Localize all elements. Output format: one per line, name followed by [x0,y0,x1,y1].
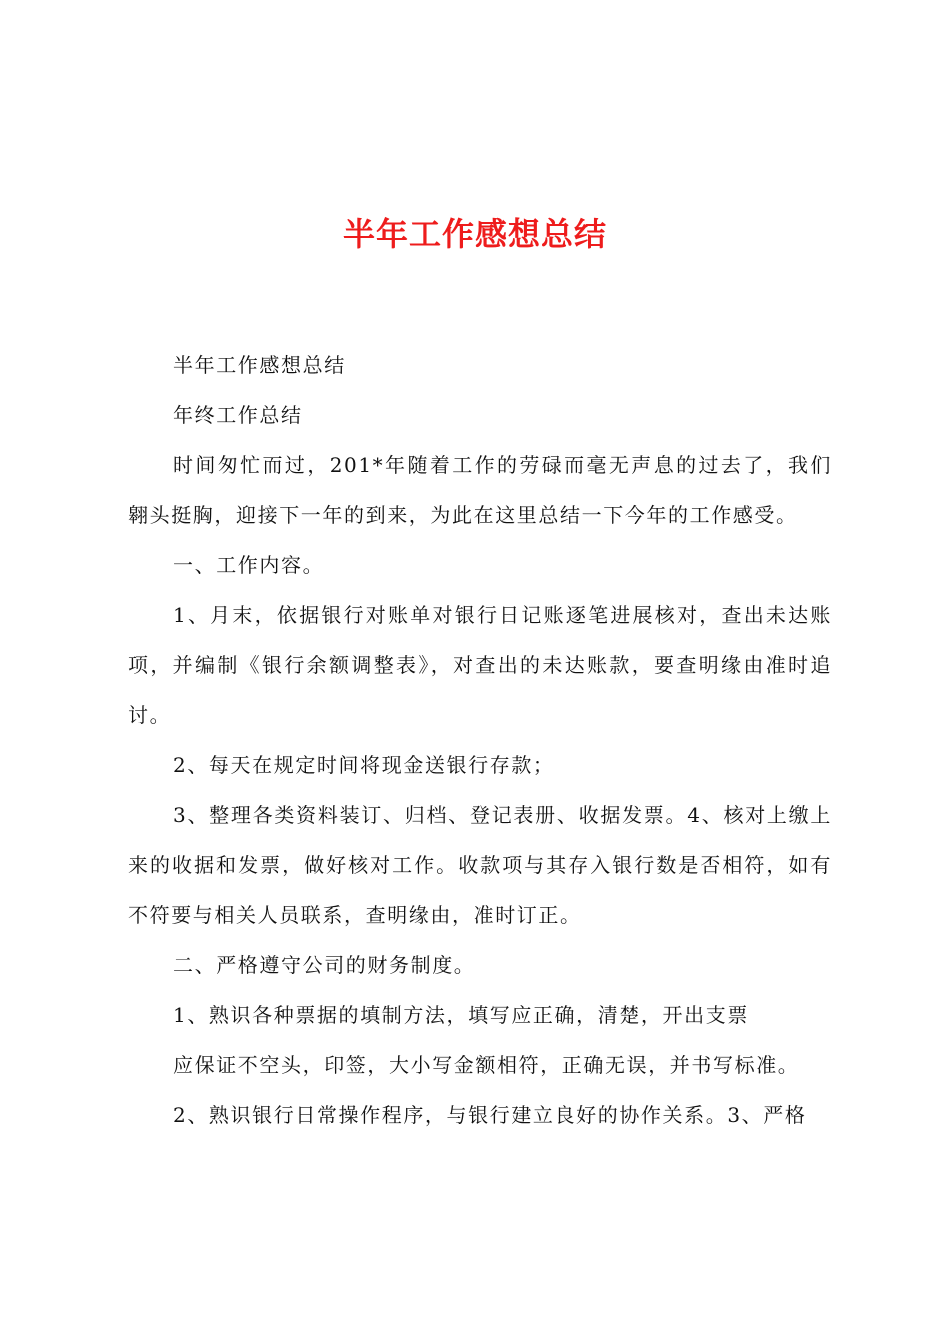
heading-work-content: 一、工作内容。 [173,553,325,577]
paragraph-section-label: 年终工作总结 [173,403,303,427]
document-body [128,340,832,1140]
paragraph-item-3: 3、整理各类资料装订、归档、登记表册、收据发票。4、核对上缴上来的收据和发票，做好核对工作。收款项与其存入银行数是否相符，如有不符要与相关人员联系，查明缘由，准时订正。 [128,803,832,927]
paragraph-subtitle: 半年工作感想总结 [173,353,346,377]
paragraph-intro: 时间匆忙而过，201*年随着工作的劳碌而毫无声息的过去了，我们翱头挺胸，迎接下一年的到来，为此在这里总结一下今年的工作感受。 [128,453,832,527]
paragraph-rule-1-continued: 应保证不空头，印签，大小写金额相符，正确无误，并书写标准。 [173,1053,800,1077]
paragraph-item-1: 1、月末，依据银行对账单对银行日记账逐笔进展核对，查出未达账项，并编制《银行余额调整表》，对查出的未达账款，要查明缘由准时追讨。 [128,603,832,727]
paragraph-item-2: 2、每天在规定时间将现金送银行存款； [173,753,555,777]
heading-finance-rules: 二、严格遵守公司的财务制度。 [173,953,476,977]
paragraph-rule-1: 1、熟识各种票据的填制方法，填写应正确，清楚，开出支票 [173,1003,749,1027]
document-title: 半年工作感想总结 [342,215,607,253]
paragraph-rule-2: 2、熟识银行日常操作程序，与银行建立良好的协作关系。3、严格 [173,1103,807,1127]
